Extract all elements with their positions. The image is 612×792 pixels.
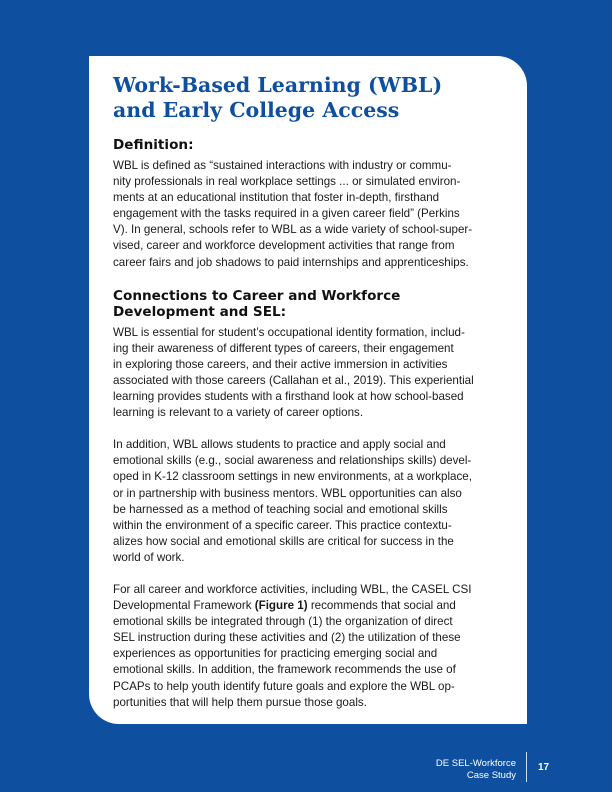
paragraph-spacer <box>113 421 508 437</box>
title-line-1: Work-Based Learning (WBL) <box>113 73 443 97</box>
title-line-2: and Early College Access <box>113 98 400 122</box>
text-fragment: Developmental Framework <box>113 599 255 613</box>
connections-paragraph-2 <box>113 437 508 566</box>
text-line: In addition, WBL allows students to practice and apply social and <box>113 438 446 452</box>
text-line: alizes how social and emotional skills are critical for success in the <box>113 534 454 548</box>
definition-heading-text: Definition: <box>113 137 194 153</box>
connections-heading-line-2: Development and SEL: <box>113 303 287 320</box>
text-line: be harnessed as a method of teaching social and emotional skills <box>113 502 448 516</box>
text-line: world of work. <box>113 550 185 564</box>
text-line: portunities that will help them pursue those goals. <box>113 695 367 709</box>
article-body <box>113 137 508 711</box>
text-line: within the environment of a specific career. This practice contextu- <box>113 518 452 532</box>
page-number: 17 <box>538 762 550 773</box>
text-line: WBL is essential for student’s occupational identity formation, includ- <box>113 325 465 339</box>
text-line: or in partnership with business mentors. WBL opportunities can also <box>113 486 462 500</box>
footer-publication-name <box>436 758 516 782</box>
definition-paragraph <box>113 158 508 271</box>
page-title <box>113 73 513 123</box>
text-line: emotional skills (e.g., social awareness and relationships skills) devel- <box>113 454 472 468</box>
connections-heading <box>113 288 508 320</box>
text-line: WBL is defined as “sustained interactions with industry or commu- <box>113 159 452 172</box>
text-line-with-figure-ref <box>113 598 508 614</box>
figure-reference: (Figure 1) <box>254 599 308 613</box>
text-line: emotional skills. In addition, the framework recommends the use of <box>113 663 456 677</box>
text-line: in exploring those careers, and their active immersion in activities <box>113 357 448 371</box>
text-fragment: recommends that social and <box>307 599 456 613</box>
text-line: nity professionals in real workplace settings ... or simulated environ- <box>113 175 461 189</box>
text-line: oped in K-12 classroom settings in new environments, at a workplace, <box>113 470 472 484</box>
section-spacer <box>113 271 508 288</box>
text-line: ing their awareness of different types of careers, their engagement <box>113 341 454 355</box>
text-line: vised, career and workforce development activities that range from <box>113 239 455 253</box>
text-line: emotional skills be integrated through (1) the organization of direct <box>113 615 453 629</box>
text-line: V). In general, schools refer to WBL as a wide variety of school-super- <box>113 223 473 237</box>
footer-divider <box>526 752 527 782</box>
text-line: PCAPs to help youth identify future goals and explore the WBL op- <box>113 679 455 693</box>
connections-paragraph-1 <box>113 325 508 422</box>
paragraph-spacer <box>113 566 508 582</box>
text-line: career fairs and job shadows to paid internships and apprenticeships. <box>113 255 469 269</box>
text-line: learning is relevant to a variety of career options. <box>113 406 364 420</box>
footer-line-2: Case Study <box>466 770 516 781</box>
text-line: SEL instruction during these activities and (2) the utilization of these <box>113 631 461 645</box>
text-line: associated with those careers (Callahan et al., 2019). This experiential <box>113 373 474 387</box>
text-line: engagement with the tasks required in a given career field” (Perkins <box>113 207 460 221</box>
text-line: learning provides students with a firsthand look at how school-based <box>113 390 464 404</box>
definition-heading <box>113 137 508 153</box>
connections-paragraph-3 <box>113 582 508 711</box>
footer-line-1: DE SEL-Workforce <box>435 758 516 769</box>
connections-heading-line-1: Connections to Career and Workforce <box>113 287 401 304</box>
text-line: ments at an educational institution that foster in-depth, firsthand <box>113 191 440 205</box>
text-line: experiences as opportunities for practicing emerging social and <box>113 647 438 661</box>
text-line: For all career and workforce activities, including WBL, the CASEL CSI <box>113 582 472 596</box>
